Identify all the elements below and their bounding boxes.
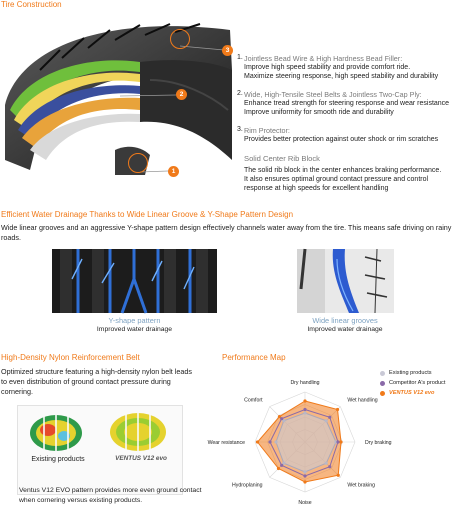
belt-footer: Ventus V12 EVO pattern provides more even ground contact when cornering versus existing products. <box>19 487 202 504</box>
tire-cross-section-image <box>0 10 240 185</box>
y-shape-subcaption: Improved water drainage <box>96 326 173 333</box>
radar-data-point <box>280 417 283 420</box>
radar-data-point <box>303 411 306 414</box>
feature-title: Jointless Bead Wire & High Hardness Bead Filler: <box>244 54 403 63</box>
callout-1: 1 <box>168 166 179 177</box>
linear-grooves-subcaption: Improved water drainage <box>307 326 383 333</box>
performance-title: Performance Map <box>222 353 286 362</box>
feature-line: Provides better protection against outer shock or rim scratches <box>244 136 439 143</box>
belt-title: High-Density Nylon Reinforcement Belt <box>1 353 140 362</box>
feature-title: Solid Center Rib Block <box>244 154 320 163</box>
ventus-footprint-image <box>108 412 168 452</box>
drainage-title: Efficient Water Drainage Thanks to Wide Linear Groove & Y-Shape Pattern Design <box>1 210 294 219</box>
radar-axis-label: Dry braking <box>365 440 392 446</box>
existing-products-label: Existing products <box>31 456 85 463</box>
feature-title: Rim Protector: <box>244 126 290 135</box>
radar-axis-label: Wet braking <box>347 482 376 489</box>
performance-radar-chart <box>207 372 392 510</box>
feature-title: Wide, High-Tensile Steel Belts & Jointless Two-Cap Ply: <box>244 90 422 99</box>
callout-3: 3 <box>222 45 233 56</box>
callout-ring-3 <box>170 29 190 49</box>
radar-axis-label: Comfort <box>244 397 263 404</box>
legend-item: VENTUS V12 evo <box>380 390 434 396</box>
legend-item: Existing products <box>380 370 432 376</box>
wide-linear-grooves-image <box>297 249 394 313</box>
radar-data-point <box>277 467 280 470</box>
ventus-label: VENTUS V12 evo <box>115 455 167 462</box>
radar-data-point <box>256 440 259 443</box>
radar-axis-label: Hydroplaning <box>231 482 263 489</box>
radar-data-point <box>303 470 306 473</box>
legend-item: Competitor A's product <box>380 380 445 386</box>
radar-data-point <box>328 416 331 419</box>
radar-data-point <box>303 408 306 411</box>
radar-data-point <box>280 464 283 467</box>
y-shape-caption: Y-shape pattern <box>108 316 161 325</box>
radar-axis-label: Wet handling <box>347 397 378 404</box>
radar-data-point <box>339 440 342 443</box>
radar-data-point <box>303 474 306 477</box>
radar-data-point <box>325 462 328 465</box>
feature-line: Improve uniformity for smooth ride and durability <box>244 109 394 116</box>
radar-axis-label: Wear resistance <box>207 440 245 446</box>
radar-data-point <box>337 474 340 477</box>
feature-line: It also ensures optimal ground contact pressure and control <box>244 176 429 183</box>
callout-2: 2 <box>176 89 187 100</box>
feature-line: Enhance tread strength for steering response and wear resistance <box>244 100 450 107</box>
existing-footprint-image <box>28 414 84 452</box>
construction-title: Tire Construction <box>1 0 62 9</box>
radar-axis-label: Noise <box>298 500 312 506</box>
radar-data-point <box>336 408 339 411</box>
radar-data-point <box>268 440 271 443</box>
belt-text: Optimized structure featuring a high-density nylon belt leads to even distribution of ground contact pressure during cornering. <box>1 367 192 396</box>
feature-line: Improve high speed stability and provide comfort ride. <box>244 64 411 71</box>
callout-ring-1 <box>128 153 148 173</box>
y-shape-pattern-image <box>52 249 217 313</box>
linear-grooves-caption: Wide linear grooves <box>312 316 378 325</box>
radar-data-point <box>274 440 277 443</box>
radar-axis-label: Dry handling <box>290 380 320 386</box>
radar-data-point <box>303 480 306 483</box>
feature-line: response at high speeds for excellent handling <box>244 185 389 192</box>
feature-line: Maximize steering response, high speed stability and durability <box>244 73 439 80</box>
radar-data-point <box>303 399 306 402</box>
feature-line: The solid rib block in the center enhances braking performance. <box>244 167 442 174</box>
drainage-text: Wide linear grooves and an aggressive Y-shape pattern design effectively channels water away from the tire. This means safe driving on rainy roads. <box>1 223 452 242</box>
radar-data-point <box>336 440 339 443</box>
radar-data-point <box>325 419 328 422</box>
radar-data-point <box>328 465 331 468</box>
